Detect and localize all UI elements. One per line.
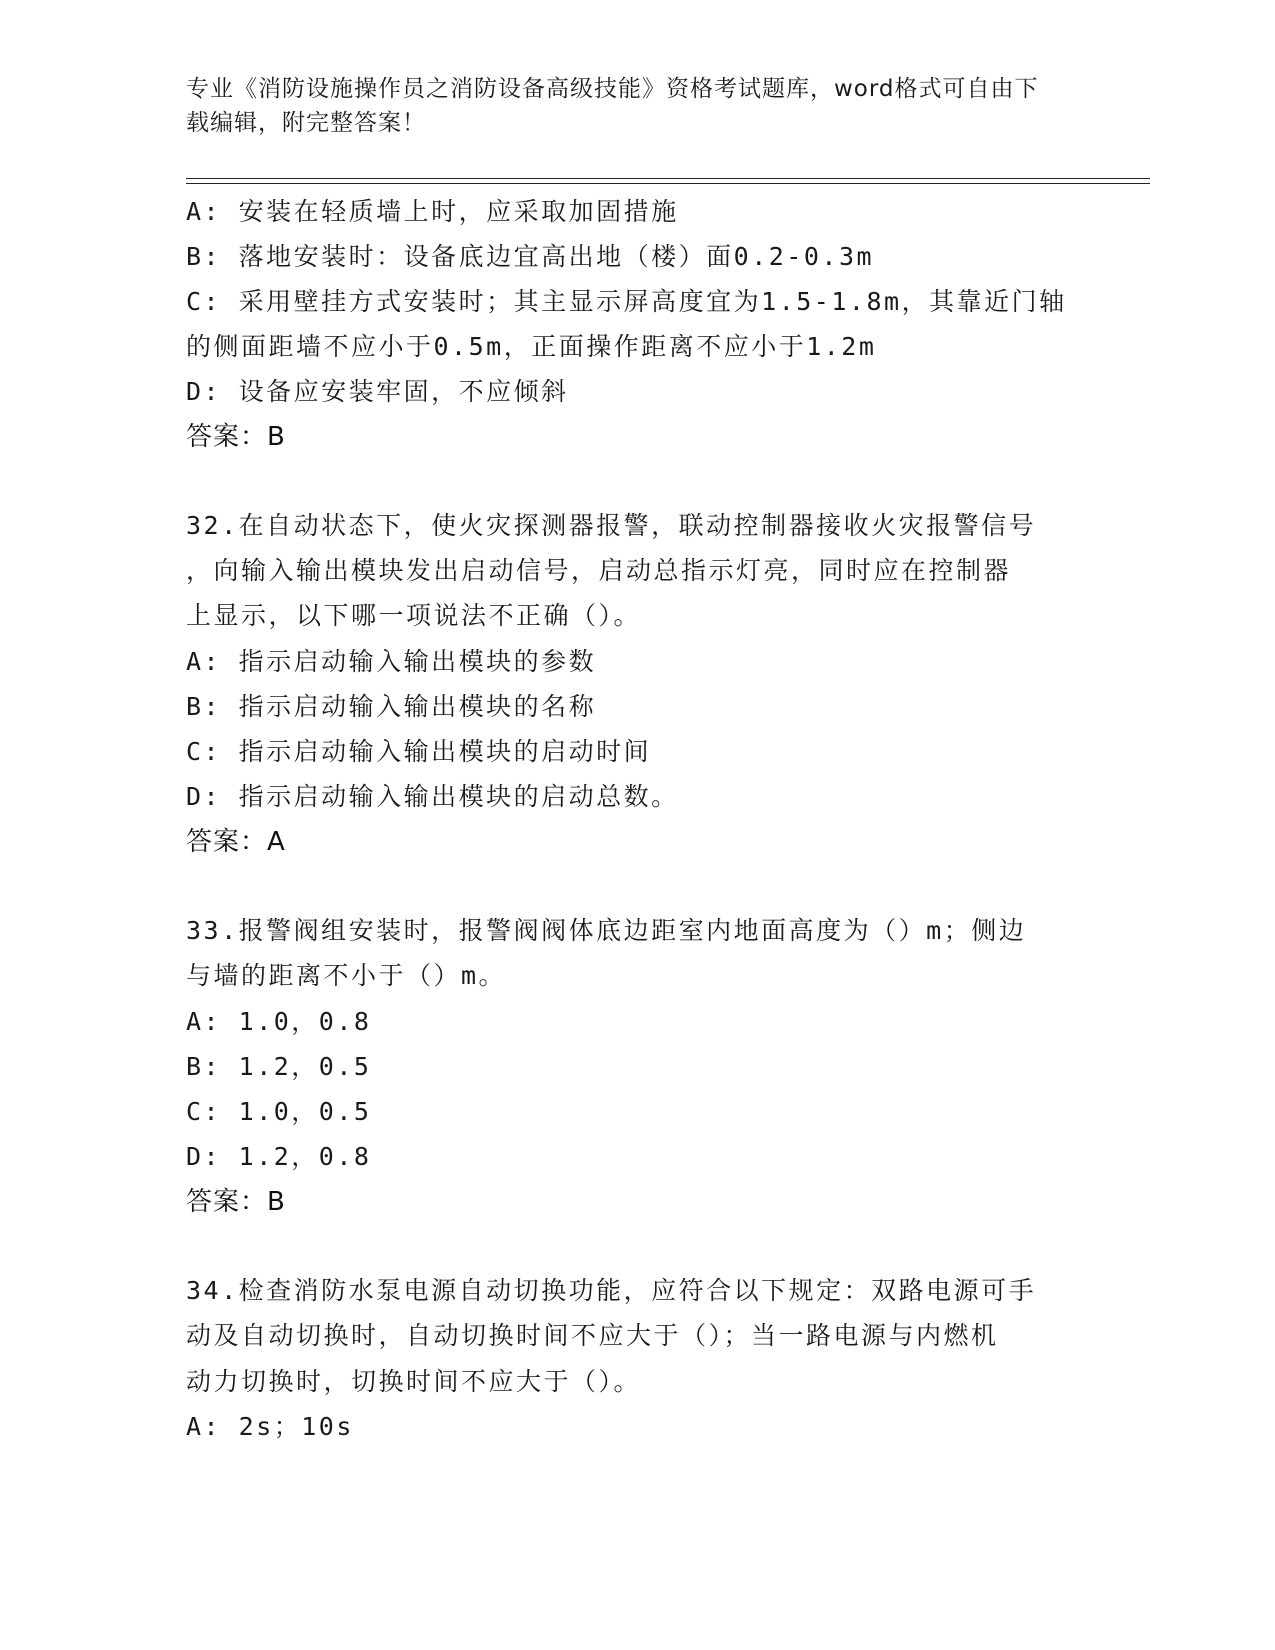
q32-stem-line3: 上显示，以下哪一项说法不正确（）。 xyxy=(186,601,642,630)
q31-option-c-line2: 的侧面距墙不应小于0.5m，正面操作距离不应小于1.2m xyxy=(186,332,877,361)
q33-option-a: A: 1.0，0.8 xyxy=(186,1007,372,1036)
q33-option-c: C: 1.0，0.5 xyxy=(186,1097,372,1126)
q31-option-a: A: 安装在轻质墙上时，应采取加固措施 xyxy=(186,197,679,226)
q33-stem-line2: 与墙的距离不小于（）m。 xyxy=(186,961,507,990)
q32-stem-line2: ，向输入输出模块发出启动信号，启动总指示灯亮，同时应在控制器 xyxy=(186,556,1012,585)
q34-stem-line3: 动力切换时，切换时间不应大于（）。 xyxy=(186,1367,642,1396)
q32-option-c: C: 指示启动输入输出模块的启动时间 xyxy=(186,737,652,766)
q33-option-b: B: 1.2，0.5 xyxy=(186,1052,372,1081)
q32-stem-line1: 32.在自动状态下，使火灾探测器报警，联动控制器接收火灾报警信号 xyxy=(186,511,1037,540)
header-line-1: 专业《消防设施操作员之消防设备高级技能》资格考试题库，word格式可自由下 xyxy=(186,76,1039,102)
q32-option-b: B: 指示启动输入输出模块的名称 xyxy=(186,692,597,721)
header-rule-bottom xyxy=(186,183,1150,184)
q32-option-a: A: 指示启动输入输出模块的参数 xyxy=(186,647,597,676)
q34-option-a: A: 2s；10s xyxy=(186,1412,354,1441)
q34-stem-line1: 34.检查消防水泵电源自动切换功能，应符合以下规定：双路电源可手 xyxy=(186,1276,1037,1305)
q33-answer: 答案：B xyxy=(186,1187,286,1217)
q31-answer: 答案：B xyxy=(186,422,286,452)
q32-answer: 答案：A xyxy=(186,827,286,857)
document-header xyxy=(186,72,1086,140)
q31-option-b: B: 落地安装时：设备底边宜高出地（楼）面0.2-0.3m xyxy=(186,242,875,271)
q34-stem-line2: 动及自动切换时，自动切换时间不应大于（）；当一路电源与内燃机 xyxy=(186,1321,999,1350)
header-rule-top xyxy=(186,178,1150,179)
q31-option-d: D: 设备应安装牢固，不应倾斜 xyxy=(186,377,569,406)
q31-option-c-line1: C: 采用壁挂方式安装时；其主显示屏高度宜为1.5-1.8m，其靠近门轴 xyxy=(186,287,1067,316)
q33-stem-line1: 33.报警阀组安装时，报警阀阀体底边距室内地面高度为（）m；侧边 xyxy=(186,916,1027,945)
header-line-2: 载编辑，附完整答案！ xyxy=(186,110,426,136)
q32-option-d: D: 指示启动输入输出模块的启动总数。 xyxy=(186,782,679,811)
q33-option-d: D: 1.2，0.8 xyxy=(186,1142,372,1171)
